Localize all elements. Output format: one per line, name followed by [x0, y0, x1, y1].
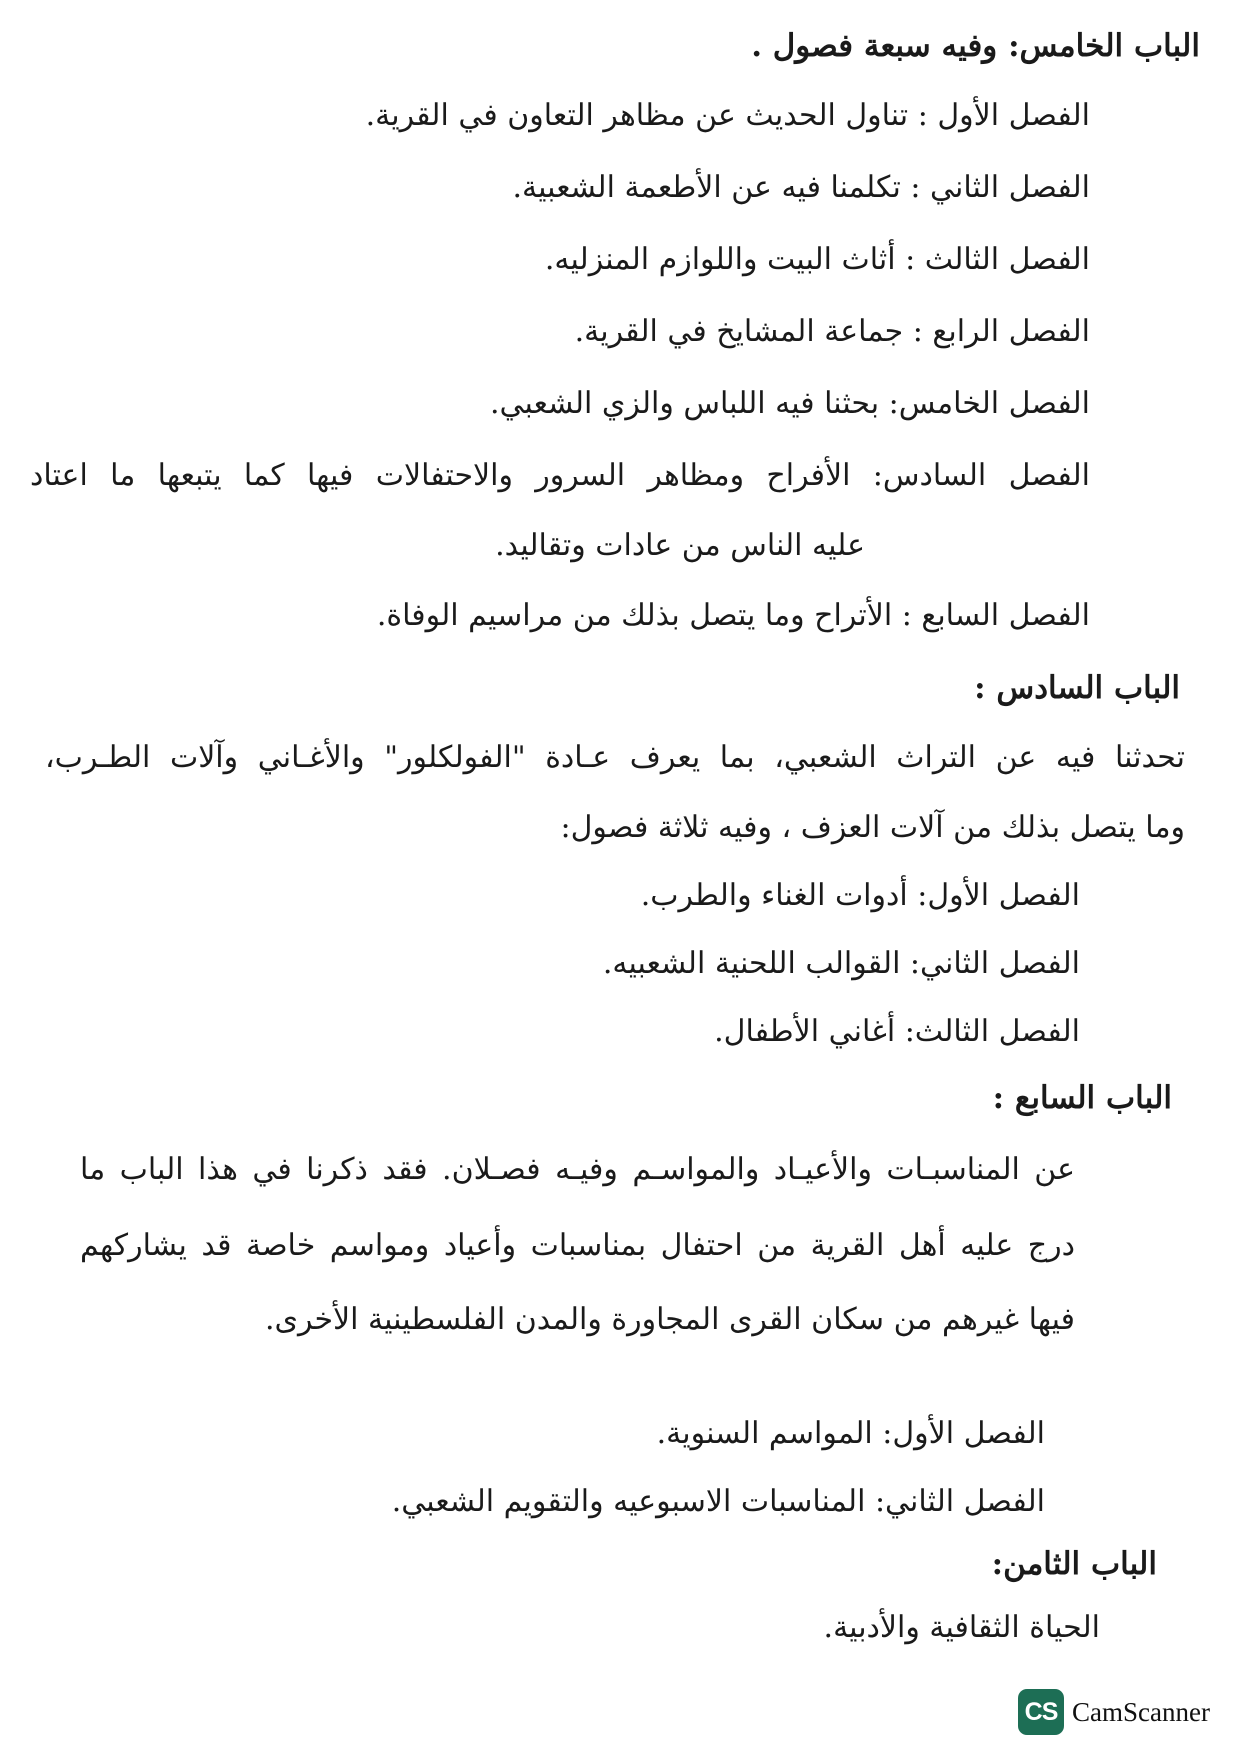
chapter-5-section-6: الفصل السادس: الأفراح ومظاهر السرور والاحتفالات فيها كما يتبعها ما اعتاد	[30, 458, 1090, 493]
camscanner-watermark	[1018, 1689, 1210, 1735]
camscanner-label: CamScanner	[1072, 1696, 1210, 1727]
chapter-5-section-6-continued: عليه الناس من عادات وتقاليد.	[495, 528, 865, 563]
chapter-8-heading: الباب الثامن:	[991, 1546, 1157, 1582]
chapter-5-heading: الباب الخامس: وفيه سبعة فصول .	[751, 28, 1200, 64]
chapter-5-section-7: الفصل السابع : الأتراح وما يتصل بذلك من مراسيم الوفاة.	[376, 598, 1090, 633]
chapter-7-section-1: الفصل الأول: المواسم السنوية.	[656, 1416, 1045, 1451]
chapter-6-section-3: الفصل الثالث: أغاني الأطفال.	[714, 1014, 1080, 1049]
chapter-5-section-2: الفصل الثاني : تكلمنا فيه عن الأطعمة الشعبية.	[512, 170, 1090, 205]
chapter-7-heading: الباب السابع :	[992, 1080, 1172, 1116]
chapter-6-heading: الباب السادس :	[974, 670, 1180, 706]
chapter-7-section-2: الفصل الثاني: المناسبات الاسبوعيه والتقويم الشعبي.	[391, 1484, 1045, 1519]
chapter-8-text: الحياة الثقافية والأدبية.	[823, 1610, 1100, 1645]
chapter-5-section-5: الفصل الخامس: بحثنا فيه اللباس والزي الشعبي.	[490, 386, 1090, 421]
chapter-7-intro-line-3: فيها غيرهم من سكان القرى المجاورة والمدن الفلسطينية الأخرى.	[264, 1302, 1075, 1337]
chapter-6-intro-line-2: وما يتصل بذلك من آلات العزف ، وفيه ثلاثة فصول:	[560, 810, 1185, 845]
chapter-5-section-1: الفصل الأول : تناول الحديث عن مظاهر التعاون في القرية.	[365, 98, 1090, 133]
chapter-7-intro-line-1: عن المناسبـات والأعيـاد والمواسـم وفيـه فصـلان. فقد ذكرنا في هذا الباب ما	[80, 1152, 1075, 1187]
chapter-5-section-4: الفصل الرابع : جماعة المشايخ في القرية.	[574, 314, 1090, 349]
chapter-7-intro-line-2: درج عليه أهل القرية من احتفال بمناسبات وأعياد ومواسم خاصة قد يشاركهم	[80, 1228, 1075, 1263]
chapter-6-intro-line-1: تحدثنا فيه عن التراث الشعبي، بما يعرف عـادة "الفولكلور" والأغـاني وآلات الطـرب،	[45, 740, 1185, 775]
chapter-5-section-3: الفصل الثالث : أثاث البيت واللوازم المنزليه.	[544, 242, 1090, 277]
chapter-6-section-1: الفصل الأول: أدوات الغناء والطرب.	[640, 878, 1080, 913]
camscanner-logo-icon: CS	[1018, 1689, 1064, 1735]
chapter-6-section-2: الفصل الثاني: القوالب اللحنية الشعبيه.	[602, 946, 1080, 981]
